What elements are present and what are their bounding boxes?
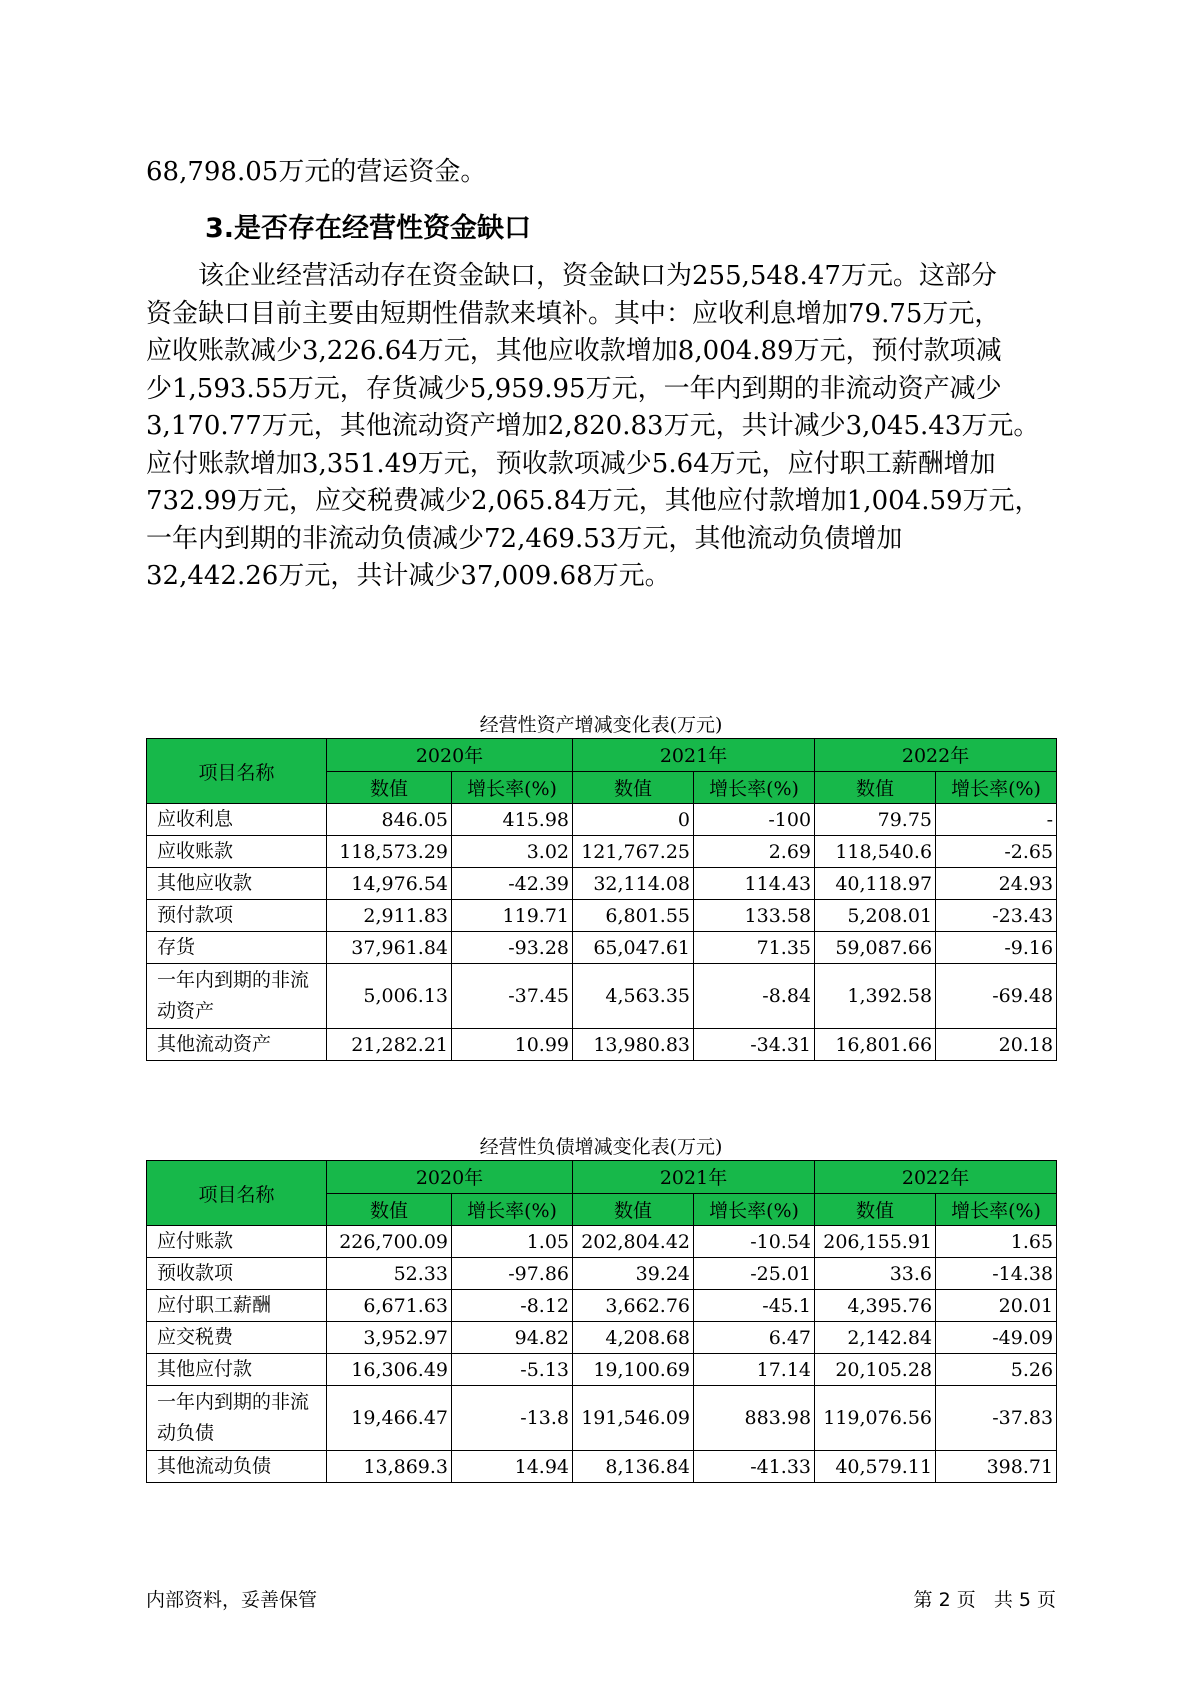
growth-rate-cell: 114.43	[694, 868, 815, 900]
growth-rate-cell: -10.54	[694, 1226, 815, 1258]
value-cell: 16,306.49	[327, 1354, 452, 1386]
growth-rate-cell: 1.65	[936, 1226, 1057, 1258]
intro-line: 68,798.05万元的营运资金。	[146, 157, 487, 187]
rate-header: 增长率(%)	[452, 1193, 573, 1226]
value-header: 数值	[327, 771, 452, 804]
growth-rate-cell: -23.43	[936, 900, 1057, 932]
rate-header: 增长率(%)	[694, 1193, 815, 1226]
table-row	[147, 868, 1057, 900]
footer-page-number: 第 2 页 共 5 页	[913, 1589, 1056, 1611]
table-row	[147, 1451, 1057, 1483]
table-row	[147, 1290, 1057, 1322]
body-line: 一年内到期的非流动负债减少72,469.53万元，其他流动负债增加	[146, 523, 903, 554]
row-item-name: 应付职工薪酬	[147, 1290, 327, 1322]
value-header: 数值	[573, 1193, 694, 1226]
item-name-header: 项目名称	[147, 739, 327, 804]
value-cell: 40,579.11	[815, 1451, 936, 1483]
value-header: 数值	[815, 1193, 936, 1226]
row-item-name: 其他流动资产	[147, 1029, 327, 1061]
liabilities-table	[146, 1160, 1057, 1483]
value-cell: 13,980.83	[573, 1029, 694, 1061]
assets-table-caption: 经营性资产增减变化表(万元)	[479, 714, 723, 736]
growth-rate-cell: -42.39	[452, 868, 573, 900]
body-line: 应付账款增加3,351.49万元，预收款项减少5.64万元，应付职工薪酬增加	[146, 448, 996, 479]
value-cell: 79.75	[815, 804, 936, 836]
value-cell: 226,700.09	[327, 1226, 452, 1258]
table-row	[147, 1322, 1057, 1354]
row-item-name: 预收款项	[147, 1258, 327, 1290]
growth-rate-cell: -8.84	[694, 964, 815, 1029]
growth-rate-cell: 883.98	[694, 1386, 815, 1451]
value-cell: 32,114.08	[573, 868, 694, 900]
value-cell: 14,976.54	[327, 868, 452, 900]
table-row	[147, 1029, 1057, 1061]
value-cell: 20,105.28	[815, 1354, 936, 1386]
growth-rate-cell: 17.14	[694, 1354, 815, 1386]
row-item-name: 一年内到期的非流动负债	[147, 1386, 327, 1451]
growth-rate-cell: -13.8	[452, 1386, 573, 1451]
rate-header: 增长率(%)	[452, 771, 573, 804]
footer-confidential-note: 内部资料，妥善保管	[146, 1589, 318, 1611]
value-cell: 3,952.97	[327, 1322, 452, 1354]
rate-header: 增长率(%)	[694, 771, 815, 804]
table-row	[147, 1386, 1057, 1451]
value-cell: 1,392.58	[815, 964, 936, 1029]
value-cell: 202,804.42	[573, 1226, 694, 1258]
value-cell: 33.6	[815, 1258, 936, 1290]
growth-rate-cell: -37.45	[452, 964, 573, 1029]
growth-rate-cell: -97.86	[452, 1258, 573, 1290]
row-item-name: 应收利息	[147, 804, 327, 836]
year-header: 2022年	[815, 1161, 1057, 1194]
value-cell: 119,076.56	[815, 1386, 936, 1451]
body-line: 32,442.26万元，共计减少37,009.68万元。	[146, 561, 671, 591]
growth-rate-cell: -41.33	[694, 1451, 815, 1483]
growth-rate-cell: 24.93	[936, 868, 1057, 900]
value-cell: 191,546.09	[573, 1386, 694, 1451]
value-cell: 846.05	[327, 804, 452, 836]
growth-rate-cell: -49.09	[936, 1322, 1057, 1354]
table-row	[147, 964, 1057, 1029]
growth-rate-cell: -69.48	[936, 964, 1057, 1029]
growth-rate-cell: 20.01	[936, 1290, 1057, 1322]
value-cell: 0	[573, 804, 694, 836]
growth-rate-cell: -8.12	[452, 1290, 573, 1322]
value-cell: 21,282.21	[327, 1029, 452, 1061]
growth-rate-cell: 415.98	[452, 804, 573, 836]
table-row	[147, 836, 1057, 868]
growth-rate-cell: -100	[694, 804, 815, 836]
value-cell: 6,801.55	[573, 900, 694, 932]
value-header: 数值	[327, 1193, 452, 1226]
growth-rate-cell: 10.99	[452, 1029, 573, 1061]
body-line: 应收账款减少3,226.64万元，其他应收款增加8,004.89万元，预付款项减	[146, 336, 1002, 366]
value-cell: 6,671.63	[327, 1290, 452, 1322]
table-row	[147, 900, 1057, 932]
body-line: 资金缺口目前主要由短期性借款来填补。其中：应收利息增加79.75万元，	[146, 298, 1001, 329]
row-item-name: 其他流动负债	[147, 1451, 327, 1483]
value-header: 数值	[815, 771, 936, 804]
growth-rate-cell: -14.38	[936, 1258, 1057, 1290]
value-cell: 59,087.66	[815, 932, 936, 964]
growth-rate-cell: 5.26	[936, 1354, 1057, 1386]
row-item-name: 应交税费	[147, 1322, 327, 1354]
value-cell: 19,466.47	[327, 1386, 452, 1451]
liabilities-table-caption: 经营性负债增减变化表(万元)	[479, 1136, 723, 1158]
growth-rate-cell: 119.71	[452, 900, 573, 932]
growth-rate-cell: 133.58	[694, 900, 815, 932]
growth-rate-cell: -9.16	[936, 932, 1057, 964]
value-cell: 4,395.76	[815, 1290, 936, 1322]
body-line: 该企业经营活动存在资金缺口，资金缺口为255,548.47万元。这部分	[198, 261, 997, 291]
growth-rate-cell: 71.35	[694, 932, 815, 964]
table-row	[147, 1258, 1057, 1290]
rate-header: 增长率(%)	[936, 771, 1057, 804]
value-cell: 13,869.3	[327, 1451, 452, 1483]
value-cell: 206,155.91	[815, 1226, 936, 1258]
year-header: 2020年	[327, 1161, 573, 1194]
year-header: 2020年	[327, 739, 573, 772]
value-cell: 39.24	[573, 1258, 694, 1290]
growth-rate-cell: -25.01	[694, 1258, 815, 1290]
value-cell: 40,118.97	[815, 868, 936, 900]
value-cell: 37,961.84	[327, 932, 452, 964]
growth-rate-cell: -2.65	[936, 836, 1057, 868]
growth-rate-cell: 94.82	[452, 1322, 573, 1354]
year-header: 2021年	[573, 1161, 815, 1194]
row-item-name: 一年内到期的非流动资产	[147, 964, 327, 1029]
growth-rate-cell: 14.94	[452, 1451, 573, 1483]
growth-rate-cell: -34.31	[694, 1029, 815, 1061]
growth-rate-cell: 2.69	[694, 836, 815, 868]
value-cell: 121,767.25	[573, 836, 694, 868]
row-item-name: 预付款项	[147, 900, 327, 932]
value-cell: 4,208.68	[573, 1322, 694, 1354]
section-heading: 3.是否存在经营性资金缺口	[205, 213, 532, 244]
growth-rate-cell: -45.1	[694, 1290, 815, 1322]
body-line: 少1,593.55万元，存货减少5,959.95万元，一年内到期的非流动资产减少	[146, 373, 1002, 404]
table-row	[147, 932, 1057, 964]
value-cell: 52.33	[327, 1258, 452, 1290]
value-cell: 2,911.83	[327, 900, 452, 932]
value-cell: 8,136.84	[573, 1451, 694, 1483]
value-cell: 4,563.35	[573, 964, 694, 1029]
growth-rate-cell: 6.47	[694, 1322, 815, 1354]
table-row	[147, 1354, 1057, 1386]
growth-rate-cell: -37.83	[936, 1386, 1057, 1451]
growth-rate-cell: -93.28	[452, 932, 573, 964]
table-row	[147, 804, 1057, 836]
growth-rate-cell: 1.05	[452, 1226, 573, 1258]
value-cell: 16,801.66	[815, 1029, 936, 1061]
item-name-header: 项目名称	[147, 1161, 327, 1226]
body-line: 3,170.77万元，其他流动资产增加2,820.83万元，共计减少3,045.43万元。	[146, 411, 1040, 441]
value-cell: 5,208.01	[815, 900, 936, 932]
value-cell: 2,142.84	[815, 1322, 936, 1354]
row-item-name: 应付账款	[147, 1226, 327, 1258]
year-header: 2022年	[815, 739, 1057, 772]
row-item-name: 应收账款	[147, 836, 327, 868]
row-item-name: 存货	[147, 932, 327, 964]
body-line: 732.99万元，应交税费减少2,065.84万元，其他应付款增加1,004.59万元，	[146, 486, 1041, 516]
rate-header: 增长率(%)	[936, 1193, 1057, 1226]
value-cell: 118,573.29	[327, 836, 452, 868]
row-item-name: 其他应收款	[147, 868, 327, 900]
value-header: 数值	[573, 771, 694, 804]
row-item-name: 其他应付款	[147, 1354, 327, 1386]
year-header: 2021年	[573, 739, 815, 772]
value-cell: 3,662.76	[573, 1290, 694, 1322]
assets-table	[146, 738, 1057, 1061]
table-row	[147, 1226, 1057, 1258]
growth-rate-cell: -5.13	[452, 1354, 573, 1386]
value-cell: 19,100.69	[573, 1354, 694, 1386]
value-cell: 118,540.6	[815, 836, 936, 868]
growth-rate-cell: -	[936, 804, 1057, 836]
growth-rate-cell: 20.18	[936, 1029, 1057, 1061]
value-cell: 5,006.13	[327, 964, 452, 1029]
growth-rate-cell: 398.71	[936, 1451, 1057, 1483]
value-cell: 65,047.61	[573, 932, 694, 964]
growth-rate-cell: 3.02	[452, 836, 573, 868]
